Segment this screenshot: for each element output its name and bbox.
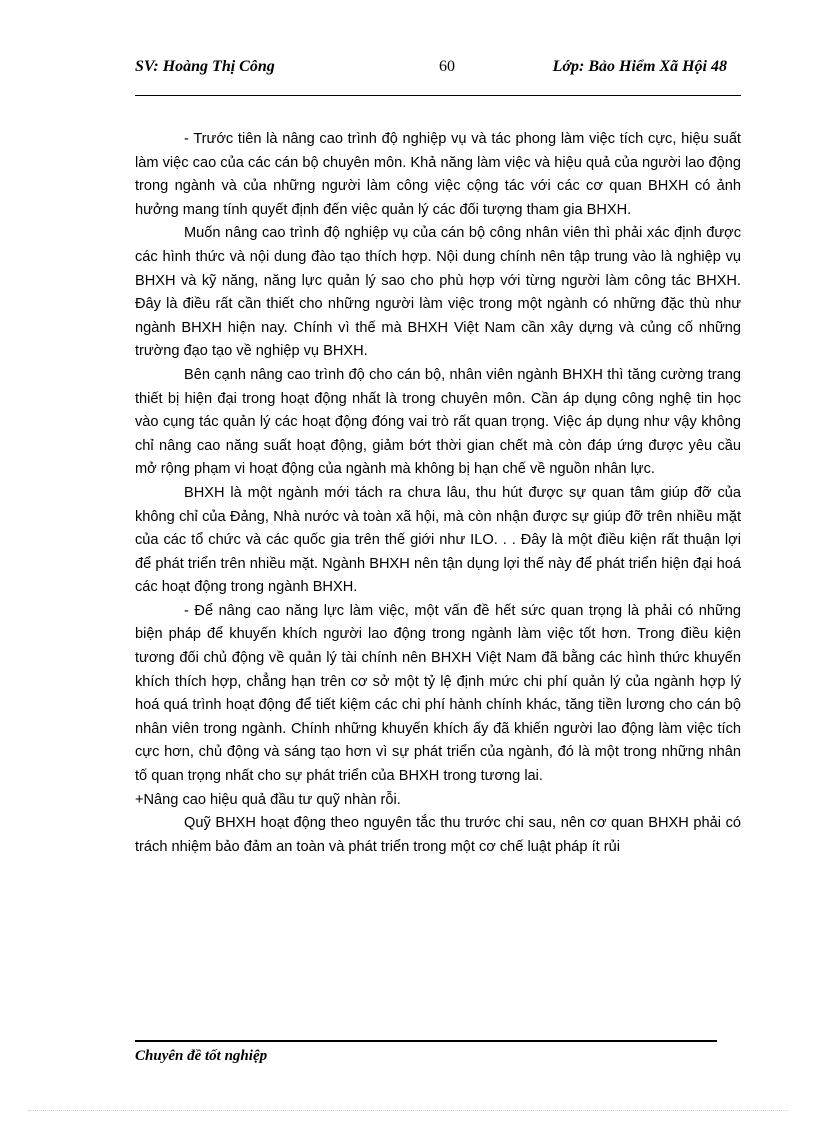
class-name: Lớp: Bảo Hiểm Xã Hội 48 [552,58,727,75]
paragraph: BHXH là một ngành mới tách ra chưa lâu, thu hút được sự quan tâm giúp đỡ của không chỉ của Đảng, Nhà nước và toàn xã hội, mà còn nhận được sự giúp đỡ trên nhiều mặt của các tổ chức và các quốc gia trên thế giới như ILO. . . Đây là một điều kiện rất thuận lợi để phát triển trên nhiều mặt. Ngành BHXH nên tận dụng lợi thế này để phát triển hiện đại hoá các hoạt động trong ngành BHXH. [135,484,741,596]
page-edge-dots [28,1110,788,1111]
paragraph: Muốn nâng cao trình độ nghiệp vụ của cán bộ công nhân viên thì phải xác định được các hình thức và nội dung đào tạo thích hợp. Nội dung chính nên tập trung vào là nghiệp vụ BHXH và kỹ năng, năng lực quản lý sao cho phù hợp với từng người làm công tác BHXH. Đây là điều rất cần thiết cho những người làm việc trong một ngành có những đặc thù như ngành BHXH hiện nay. Chính vì thế mà BHXH Việt Nam cần xây dựng và củng cố những trường đạo tạo về nghiệp vụ BHXH. [135,225,741,360]
paragraph: - Trước tiên là nâng cao trình độ nghiệp vụ và tác phong làm việc tích cực, hiệu suất làm việc cao của các cán bộ chuyên môn. Khả năng làm việc và hiệu quả của người lao động trong ngành và của những người làm công việc cộng tác với các cơ quan BHXH có ảnh hưởng mang tính quyết định đến việc quản lý các đối tượng tham gia BHXH. [135,131,741,218]
paragraph: Bên cạnh nâng cao trình độ cho cán bộ, nhân viên ngành BHXH thì tăng cường trang thiết bị hiện đại trong hoạt động nhất là trong chuyên môn. Cần áp dụng công nghệ tin học vào cụng tác quản lý các hoạt động đóng vai trò rất quan trọng. Việc áp dụng như vậy không chỉ nâng cao năng suất hoạt động, giảm bớt thời gian chết mà còn đáp ứng được yêu cầu mở rộng phạm vi hoạt động của ngành mà không bị hạn chế về nguồn nhân lực. [135,366,741,478]
paragraph: - Để nâng cao năng lực làm việc, một vấn đề hết sức quan trọng là phải có những biện pháp để khuyến khích người lao động trong ngành làm việc tốt hơn. Trong điều kiện tương đối chủ động về quản lý tài chính nên BHXH Việt Nam đã bằng các hình thức khuyến khích thích hợp, chẳng hạn trên cơ sở một tỷ lệ định mức chi phí quản lý của ngành hợp lý hoá quá trình hoạt động để tiết kiệm các chi phí hành chính khác, tăng tiền lương cho cán bộ nhân viên trong ngành. Chính những khuyến khích ấy đã khiến người lao động làm việc tích cực hơn, chủ động và sáng tạo hơn vì sự phát triển của ngành, đó là một trong những nhân tố quan trọng nhất cho sự phát triển của BHXH trong tương lai. [135,602,741,785]
student-name: SV: Hoàng Thị Công [135,58,275,75]
page-header [135,56,741,82]
footer-label: Chuyên đề tốt nghiệp [135,1048,268,1064]
paragraph: Quỹ BHXH hoạt động theo nguyên tắc thu trước chi sau, nên cơ quan BHXH phải có trách nhiệm bảo đảm an toàn và phát triển trong một cơ chế luật pháp ít rủi [135,815,741,855]
body-text [135,128,741,859]
page-number: 60 [439,58,455,75]
subheading: +Nâng cao hiệu quả đầu tư quỹ nhàn rỗi. [135,791,401,808]
header-divider [135,95,741,96]
footer-divider [135,1040,717,1042]
